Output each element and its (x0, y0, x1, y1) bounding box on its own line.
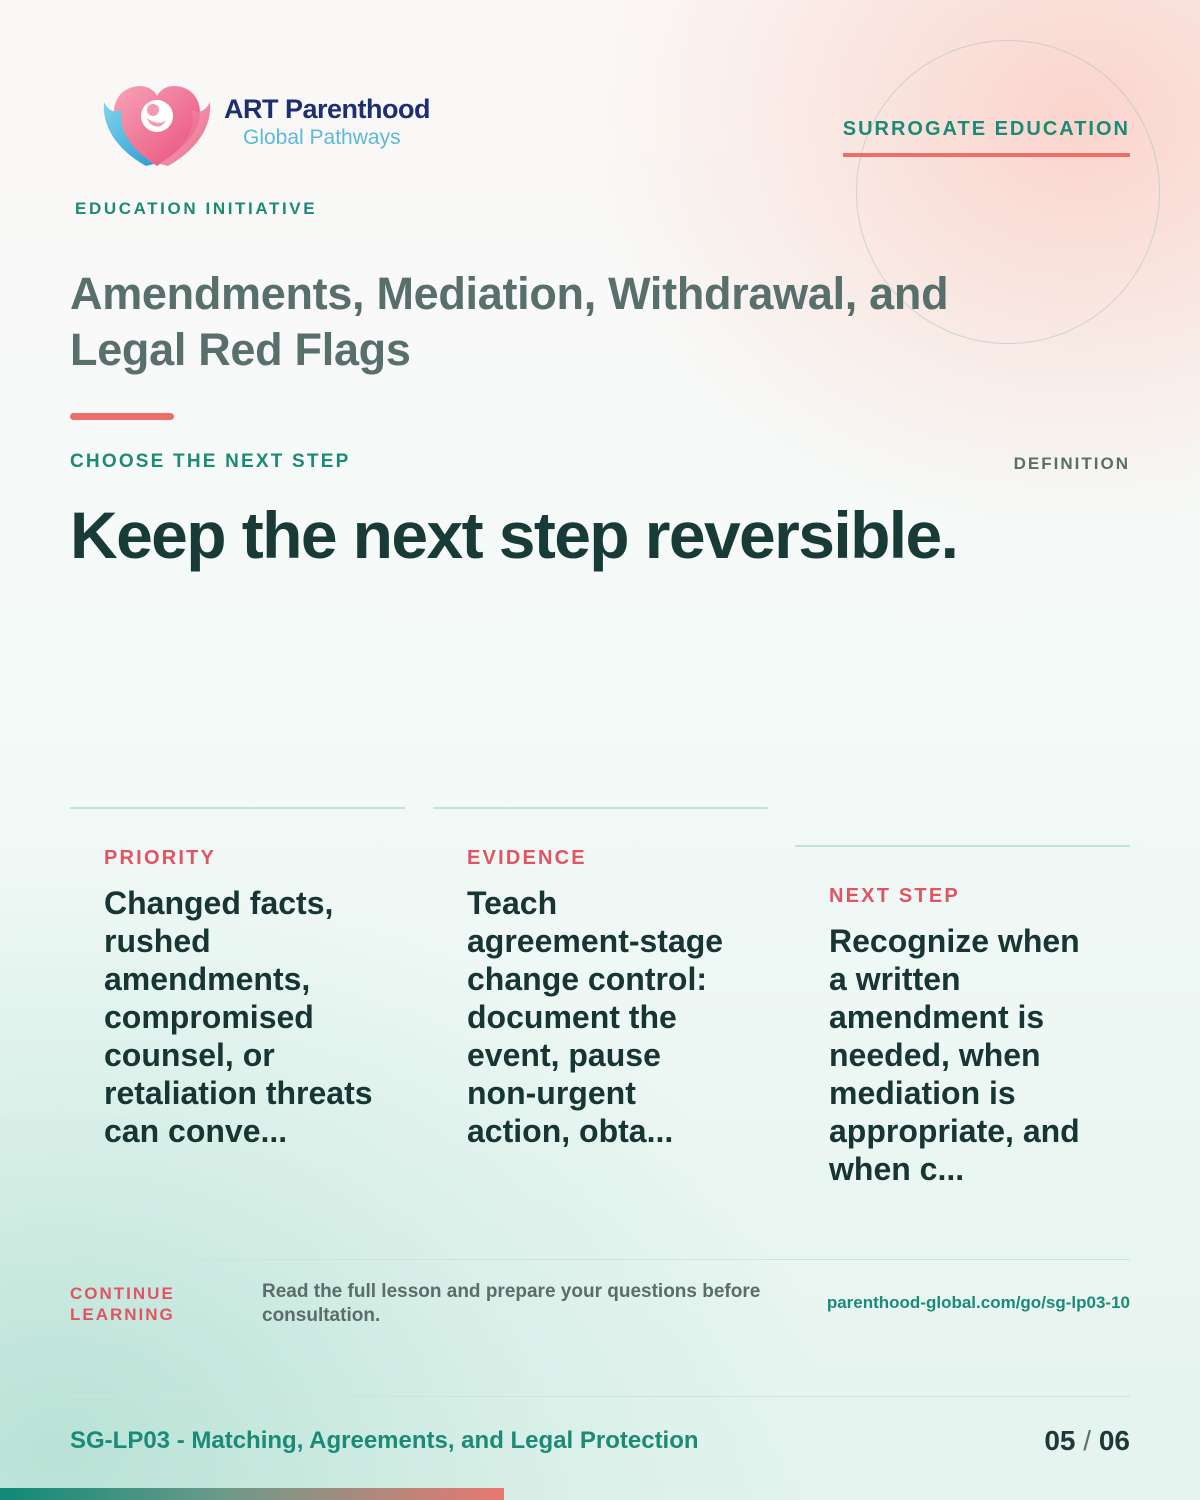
progress-bar (0, 1488, 504, 1500)
eyebrow-label: EDUCATION INITIATIVE (75, 199, 318, 218)
lesson-link[interactable]: parenthood-global.com/go/sg-lp03-10 (826, 1293, 1130, 1312)
divider (70, 1259, 1130, 1260)
brand-tagline: Global Pathways (243, 126, 401, 149)
page-separator: / (1083, 1425, 1092, 1456)
section-kicker: CHOOSE THE NEXT STEP (70, 451, 351, 472)
card-body: Recognize when a written amendment is needed, when mediation is appropriate, and when c... (829, 923, 1080, 1187)
section-tag: DEFINITION (1013, 454, 1130, 473)
continue-label: CONTINUE LEARNING (70, 1284, 175, 1324)
divider (70, 1396, 1130, 1397)
card-body: Teach agreement-stage change control: document the event, pause non-urgent action, obta... (467, 885, 724, 1149)
category-label: SURROGATE EDUCATION (843, 118, 1130, 157)
section-headline: Keep the next step reversible. (70, 498, 958, 572)
continue-description: Read the full lesson and prepare your questions before consultation. (262, 1281, 761, 1326)
card-label: PRIORITY (104, 847, 217, 869)
card-label: EVIDENCE (467, 847, 587, 869)
course-title: SG-LP03 - Matching, Agreements, and Legal Protection (70, 1427, 699, 1454)
heart-hands-baby-icon (100, 74, 214, 174)
card-evidence (433, 807, 768, 1150)
card-priority (70, 807, 405, 1150)
page-total: 06 (1098, 1425, 1130, 1456)
page-current: 05 (1044, 1425, 1076, 1456)
card-body: Changed facts, rushed amendments, compromised counsel, or retaliation threats can conve... (104, 885, 373, 1149)
card-next-step (795, 845, 1130, 1188)
page-counter (1044, 1425, 1130, 1457)
card-label: NEXT STEP (829, 885, 960, 907)
module-title: Amendments, Mediation, Withdrawal, and Legal Red Flags (70, 268, 949, 375)
brand-name: ART Parenthood (224, 94, 430, 124)
accent-bar (70, 413, 174, 420)
